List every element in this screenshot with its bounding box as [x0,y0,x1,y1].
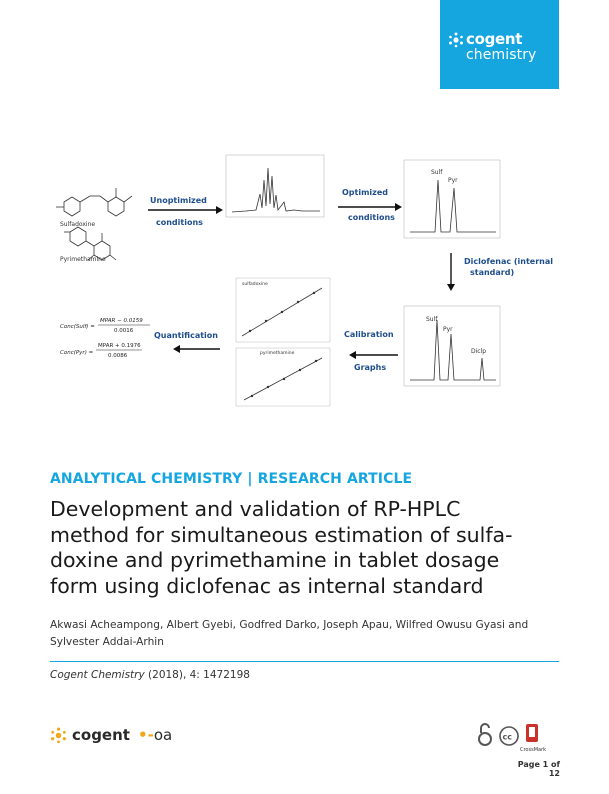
arrow-head-optimized [395,203,402,211]
step-label-unoptimized: Unoptimized [150,196,207,205]
title-line: form using diclofenac as internal standard [50,573,484,598]
title-line: Development and validation of RP-HPLC [50,497,461,521]
author-list [50,617,560,651]
equation-pyrimethamine [60,343,142,359]
crossmark-icon[interactable] [520,724,546,753]
svg-text:cc: cc [502,732,512,742]
footer-logo-oa: oa [153,726,173,744]
brand-subject: chemistry [466,47,537,63]
peak-label-pyr-1: Pyr [448,177,458,184]
graphical-abstract [50,150,570,420]
arrow-head-diclofenac [447,284,455,291]
compound-label-sulfadoxine: Sulfadoxine [60,221,96,228]
page-number: Page 1 of 12 [517,760,560,778]
step-label-graphs: Graphs [354,363,387,372]
crossmark-label: CrossMark [520,747,547,753]
peak-label-sulf-1: Sulf [431,169,443,176]
cogent-dots-icon [448,32,464,48]
step-label-optimized: Optimized [342,188,388,197]
open-access-icon[interactable] [479,724,491,745]
journal-brand-logo [440,0,559,89]
equation-sulf-numerator: MPAR − 0.0159 [100,318,143,324]
journal-name: Cogent Chemistry [50,669,145,681]
equation-sulf-denominator: 0.0016 [114,328,134,334]
step-label-internal-standard: standard) [470,268,515,277]
footer-logo-oa-group [138,726,172,744]
arrow-head-unoptimized [216,206,223,214]
equation-sulfadoxine [60,318,150,334]
equation-pyr-denominator: 0.0086 [108,353,128,359]
chromatogram-optimized [404,160,500,238]
cogent-oa-dots-icon [50,727,67,744]
equation-pyr-lhs: Conc(Pyr) = [60,350,94,356]
chromatogram-unoptimized [226,155,324,217]
compound-label-pyrimethamine: Pyrimethamine [60,256,106,263]
citation [50,669,250,681]
equation-sulf-lhs: Conc(Sulf) = [60,324,95,330]
arrow-head-calibration [349,351,356,359]
peak-label-diclo: Diclp [471,348,487,355]
step-label-conditions-1: conditions [156,218,203,227]
step-label-calibration: Calibration [344,330,394,339]
footer-logo-text: cogent [72,726,130,744]
arrow-head-quantification [173,345,180,353]
title-line: method for simultaneous estimation of sulfa- [50,522,513,547]
author-line: Sylvester Addai-Arhin [50,636,164,648]
step-label-conditions-2: conditions [348,213,395,222]
license-badges [476,720,562,754]
chromatogram-with-internal-standard [404,306,500,386]
section-label: ANALYTICAL CHEMISTRY | RESEARCH ARTICLE [50,471,413,487]
author-line: Akwasi Acheampong, Albert Gyebi, Godfred Darko, Joseph Apau, Wilfred Owusu Gyasi and [50,619,529,631]
creative-commons-icon[interactable] [500,727,518,745]
sulfadoxine-structure [56,188,132,216]
divider [50,661,559,662]
peak-label-pyr-2: Pyr [443,326,453,333]
calib-label-pyrimethamine: pyrimethamine [260,351,295,356]
calibration-plot-sulfadoxine [236,278,330,342]
peak-label-sulf-2: Sulf [426,316,438,323]
calibration-plot-pyrimethamine [236,348,330,406]
article-title [50,497,570,599]
brand-name: cogent [466,30,523,48]
footer-logo-sep: •- [138,726,154,744]
calib-label-sulfadoxine: sulfadoxine [242,282,268,287]
equation-pyr-numerator: MPAR + 0.1976 [98,343,141,349]
citation-details: (2018), 4: 1472198 [144,669,250,681]
step-label-diclofenac: Diclofenac (internal [464,257,554,266]
title-line: doxine and pyrimethamine in tablet dosage [50,548,500,572]
step-label-quantification: Quantification [154,331,218,340]
